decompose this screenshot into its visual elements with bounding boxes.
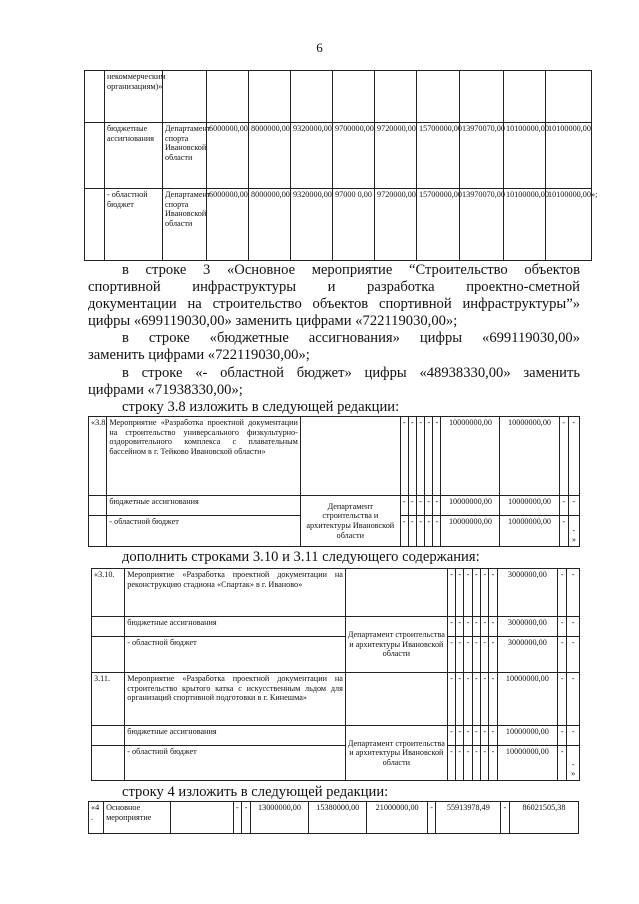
value-cell: 3000000,00 bbox=[497, 569, 557, 617]
dash-cell: - bbox=[427, 802, 436, 834]
value-cell: 9720000,00 bbox=[375, 189, 417, 261]
dash-cell: - bbox=[464, 617, 472, 637]
dash-cell: - bbox=[472, 637, 480, 673]
dash-cell: - bbox=[408, 496, 416, 516]
dash-cell: - bbox=[464, 569, 472, 617]
row-label: бюджетные ассигнования bbox=[107, 496, 301, 516]
dash-cell: - bbox=[558, 569, 567, 617]
text-line: документации на строительство объектов спортивной инфраструктуры”» bbox=[88, 296, 580, 312]
text-line: цифры «699119030,00» заменить цифрами «722119030,00»; bbox=[88, 313, 458, 329]
value-cell: 13000000,00 bbox=[250, 802, 308, 834]
dash-cell: - bbox=[472, 569, 480, 617]
amendment-paragraph-2 bbox=[88, 330, 580, 364]
value-cell: 13970070,00 bbox=[460, 189, 504, 261]
dash-cell: - bbox=[408, 417, 416, 496]
dash-cell: - bbox=[233, 802, 242, 834]
table-row bbox=[89, 496, 580, 516]
dash-cell: - bbox=[567, 726, 580, 746]
dash-cell: - bbox=[456, 617, 464, 637]
dash-cell: - bbox=[408, 516, 416, 547]
heading-rows-3-10-3-11: дополнить строками 3.10 и 3.11 следующего содержания: bbox=[122, 549, 480, 565]
value-cell: 10000000,00 bbox=[441, 417, 500, 496]
row-label: - областной бюджет bbox=[125, 637, 346, 673]
dash-cell: - bbox=[425, 417, 433, 496]
dash-cell: - bbox=[567, 673, 580, 726]
table-row bbox=[89, 417, 580, 496]
dash-cell: - bbox=[567, 569, 580, 617]
dash-cell: - » bbox=[568, 516, 579, 547]
dash-cell: - bbox=[481, 569, 489, 617]
dash-cell: - bbox=[472, 726, 480, 746]
value-cell: 9320000,00 bbox=[291, 123, 333, 189]
value-cell: 21000000,00 bbox=[367, 802, 427, 834]
value-cell: 8000000,00 bbox=[249, 189, 291, 261]
value-cell: 9700000,00 bbox=[333, 123, 375, 189]
dash-cell: - bbox=[456, 637, 464, 673]
dash-cell: - bbox=[433, 417, 441, 496]
page-number: 6 bbox=[316, 40, 323, 55]
row-label: некоммерческим организациям)» bbox=[105, 71, 163, 123]
amendment-paragraph-1 bbox=[88, 262, 580, 330]
dash-cell: - bbox=[568, 496, 579, 516]
value-cell: 10000000,00 bbox=[497, 726, 557, 746]
dash-cell: - bbox=[456, 726, 464, 746]
row-number: 3.11. bbox=[92, 673, 125, 726]
text-line: цифрами «71938330,00»; bbox=[88, 382, 243, 398]
dash-cell: - bbox=[472, 673, 480, 726]
amendment-paragraph-3 bbox=[88, 365, 580, 399]
dash-cell: - bbox=[481, 673, 489, 726]
value-cell: 3000000,00 bbox=[497, 637, 557, 673]
value-cell: 10000000,00 bbox=[500, 417, 559, 496]
dash-cell: - bbox=[558, 726, 567, 746]
value-cell: 86021505,38 bbox=[509, 802, 578, 834]
dash-cell: - bbox=[558, 673, 567, 726]
row-number: «3.8. bbox=[89, 417, 107, 496]
dash-cell: - bbox=[242, 802, 251, 834]
heading-row-3-8: строку 3.8 изложить в следующей редакции: bbox=[122, 399, 400, 415]
value-cell: 10000000,00 bbox=[441, 496, 500, 516]
dash-cell: - bbox=[400, 496, 408, 516]
value-cell: 9320000,00 bbox=[291, 189, 333, 261]
row-label: - областной бюджет bbox=[107, 516, 301, 547]
dash-cell: - bbox=[447, 726, 455, 746]
value-cell: 10000000,00 bbox=[500, 516, 559, 547]
row-title: Мероприятие «Разработка проектной документации на реконструкцию стадиона «Спартак» в г. Иваново» bbox=[125, 569, 346, 617]
table-row bbox=[85, 123, 592, 189]
dash-cell: - bbox=[416, 496, 424, 516]
dash-cell: - bbox=[481, 726, 489, 746]
value-cell: 10100000,00 bbox=[504, 189, 546, 261]
dash-cell: - bbox=[425, 516, 433, 547]
table-row bbox=[92, 569, 580, 617]
value-cell: 6000000,00 bbox=[207, 123, 249, 189]
dash-cell: - bbox=[489, 637, 497, 673]
row-label: бюджетные ассигнования bbox=[125, 726, 346, 746]
table-row bbox=[85, 71, 592, 123]
value-cell: 10100000,00 bbox=[504, 123, 546, 189]
department-cell: Департамент спорта Ивановской области bbox=[163, 123, 207, 189]
dash-cell: - bbox=[464, 637, 472, 673]
dash-cell: - bbox=[489, 617, 497, 637]
dash-cell: - bbox=[481, 637, 489, 673]
dash-cell: - bbox=[481, 746, 489, 781]
dash-cell: - bbox=[489, 673, 497, 726]
table-row bbox=[92, 617, 580, 637]
dash-cell: - bbox=[472, 617, 480, 637]
table-row bbox=[92, 746, 580, 781]
text-line: в строке «- областной бюджет» цифры «48938330,00» заменить bbox=[122, 365, 580, 381]
table-row-4 bbox=[88, 801, 579, 834]
dash-cell: - bbox=[481, 617, 489, 637]
row-label: - областной бюджет bbox=[105, 189, 163, 261]
table-row bbox=[85, 189, 592, 261]
dash-cell: - bbox=[489, 726, 497, 746]
table-row bbox=[92, 673, 580, 726]
row-label: - областной бюджет bbox=[125, 746, 346, 781]
dash-cell: - bbox=[433, 496, 441, 516]
dash-cell: - bbox=[416, 417, 424, 496]
dash-cell: - bbox=[559, 496, 568, 516]
row-title: Основное мероприятие bbox=[104, 802, 171, 834]
dash-cell: - bbox=[568, 417, 579, 496]
table-row-3-8 bbox=[88, 416, 580, 547]
text-line: в строке 3 «Основное мероприятие “Строительство объектов bbox=[122, 262, 580, 278]
dash-cell: - bbox=[489, 746, 497, 781]
value-cell: 97000 0,00 bbox=[333, 189, 375, 261]
dash-cell: - bbox=[567, 637, 580, 673]
row-number: «3.10. bbox=[92, 569, 125, 617]
row-label: бюджетные ассигнования bbox=[125, 617, 346, 637]
table-row bbox=[89, 802, 579, 834]
dash-cell: - bbox=[447, 673, 455, 726]
text-line: заменить цифрами «722119030,00»; bbox=[88, 347, 310, 363]
value-cell: 10000000,00 bbox=[497, 673, 557, 726]
dash-cell: - bbox=[501, 802, 510, 834]
dash-cell: - bbox=[456, 569, 464, 617]
dash-cell: - bbox=[558, 637, 567, 673]
department-cell: Департамент спорта Ивановской области bbox=[163, 189, 207, 261]
text-line: спортивной инфраструктуры и разработка проектно-сметной bbox=[88, 279, 580, 295]
value-cell: 10000000,00 bbox=[500, 496, 559, 516]
dash-cell: - bbox=[456, 673, 464, 726]
dash-cell: - bbox=[472, 746, 480, 781]
dash-cell: - bbox=[433, 516, 441, 547]
value-cell: 3000000,00 bbox=[497, 617, 557, 637]
dash-cell: - bbox=[400, 417, 408, 496]
value-cell: 10000000,00 bbox=[497, 746, 557, 781]
dash-cell: - bbox=[464, 673, 472, 726]
value-cell: 9720000,00 bbox=[375, 123, 417, 189]
text-line: в строке «бюджетные ассигнования» цифры «699119030,00» bbox=[122, 330, 580, 346]
budget-table-top bbox=[84, 70, 598, 261]
dash-cell: - bbox=[464, 726, 472, 746]
value-cell: 15700000,00 bbox=[417, 123, 460, 189]
dash-cell: - bbox=[447, 569, 455, 617]
heading-row-4: строку 4 изложить в следующей редакции: bbox=[122, 784, 389, 800]
dash-cell: - bbox=[489, 569, 497, 617]
dash-cell: - bbox=[558, 746, 567, 781]
row-number: «4 . bbox=[89, 802, 104, 834]
table-rows-3-10-3-11 bbox=[91, 568, 580, 781]
dash-cell: - bbox=[447, 746, 455, 781]
dash-cell: - bbox=[464, 746, 472, 781]
dash-cell: - bbox=[567, 617, 580, 637]
value-cell: 10000000,00 bbox=[441, 516, 500, 547]
value-cell: 15700000,00 bbox=[417, 189, 460, 261]
table-row bbox=[92, 726, 580, 746]
value-cell: 6000000,00 bbox=[207, 189, 249, 261]
dash-cell: - bbox=[425, 496, 433, 516]
department-cell: Департамент строительства и архитектуры Ивановской области bbox=[345, 617, 447, 673]
dash-cell: - bbox=[559, 516, 568, 547]
row-label: бюджетные ассигнования bbox=[105, 123, 163, 189]
value-cell: 13970070,00 bbox=[460, 123, 504, 189]
table-row bbox=[92, 637, 580, 673]
dash-cell: - bbox=[416, 516, 424, 547]
dash-cell: - bbox=[400, 516, 408, 547]
dash-cell: - » bbox=[567, 746, 580, 781]
value-cell: 10100000,00»; bbox=[546, 189, 592, 261]
dash-cell: - bbox=[559, 417, 568, 496]
row-title: Мероприятие «Разработка проектной документации на строительство крытого катка с искусственным льдом для организаций спортивной подготовки в г. Кинешма» bbox=[125, 673, 346, 726]
dash-cell: - bbox=[558, 617, 567, 637]
value-cell: 10100000,00 bbox=[546, 123, 592, 189]
department-cell: Департамент строительства и архитектуры Ивановской области bbox=[345, 726, 447, 781]
dash-cell: - bbox=[447, 617, 455, 637]
dash-cell: - bbox=[447, 637, 455, 673]
value-cell: 8000000,00 bbox=[249, 123, 291, 189]
dash-cell: - bbox=[456, 746, 464, 781]
value-cell: 55913978,49 bbox=[436, 802, 501, 834]
value-cell: 15380000,00 bbox=[309, 802, 367, 834]
department-cell: Департамент строительства и архитектуры Ивановской области bbox=[300, 496, 400, 547]
row-title: Мероприятие «Разработка проектной документации на строительство универсального физкультурно-оздоровительного комплекса с плавательным бассейном в г. Тейково Ивановской области» bbox=[107, 417, 301, 496]
